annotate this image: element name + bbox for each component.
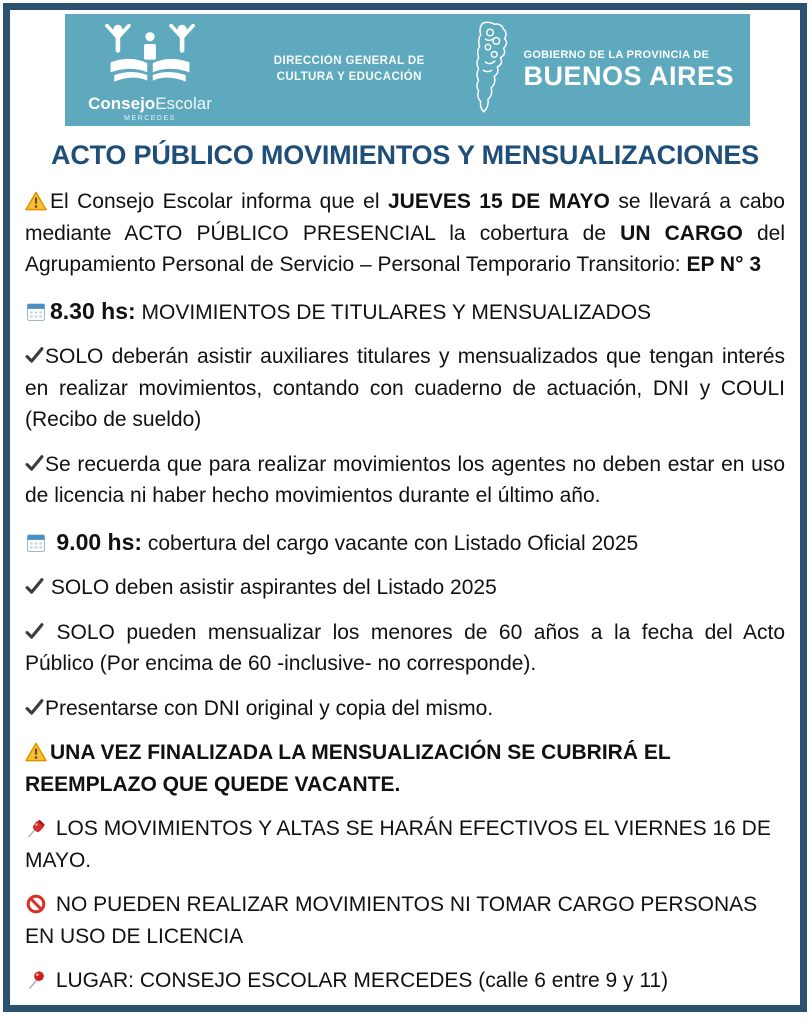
government-line1: GOBIERNO DE LA PROVINCIA DE bbox=[523, 49, 710, 62]
text-run: El Consejo Escolar informa que el bbox=[50, 190, 388, 213]
text-run: JUEVES 15 DE MAYO bbox=[387, 190, 610, 213]
text-run: UN CARGO bbox=[620, 221, 743, 245]
government-block bbox=[463, 20, 750, 121]
logo-subtitle: MERCEDES bbox=[124, 115, 176, 122]
text-run: EP N° 3 bbox=[686, 253, 761, 276]
direction-general-text bbox=[235, 54, 463, 85]
page-border-frame bbox=[3, 3, 807, 1012]
check-icon bbox=[25, 578, 44, 595]
paragraph bbox=[25, 572, 785, 604]
paragraph bbox=[25, 813, 785, 876]
buenos-aires-map-outline-icon bbox=[463, 20, 515, 121]
calendar-icon bbox=[25, 533, 47, 553]
body-content bbox=[10, 171, 800, 997]
government-text bbox=[523, 50, 734, 90]
round-pin-icon bbox=[25, 970, 47, 990]
paragraph bbox=[25, 449, 785, 512]
text-run: 9.00 hs: bbox=[50, 528, 143, 555]
paragraph bbox=[25, 525, 785, 560]
warning-icon bbox=[25, 191, 47, 211]
text-run: LUGAR: CONSEJO ESCOLAR MERCEDES (calle 6 entre 9 y 11) bbox=[50, 969, 669, 992]
consejo-escolar-logo bbox=[65, 18, 235, 122]
paragraph bbox=[25, 186, 785, 281]
text-run: SOLO deberán asistir auxiliares titulares y mensualizados que tengan interés en realizar movimientos, contando con cuaderno de actuación, DNI y COULI (Recibo de sueldo) bbox=[25, 345, 785, 431]
logo-name bbox=[88, 95, 212, 112]
paragraph bbox=[25, 617, 785, 680]
direction-line2: CULTURA Y EDUCACIÓN bbox=[276, 71, 422, 83]
text-run: SOLO deben asistir aspirantes del Listado 2025 bbox=[45, 576, 497, 599]
text-run: SOLO pueden mensualizar los menores de 60 años a la fecha del Acto Público (Por encima de 60 -inclusive- no corresponde). bbox=[25, 620, 785, 675]
consejo-escolar-logo-icon bbox=[98, 22, 202, 93]
no-entry-icon bbox=[25, 894, 47, 914]
text-run: UNA VEZ FINALIZADA LA MENSUALIZACIÓN SE CUBRIRÁ EL REEMPLAZO QUE QUEDE VACANTE. bbox=[25, 741, 671, 796]
pushpin-icon bbox=[25, 818, 47, 838]
check-icon bbox=[25, 623, 44, 640]
text-run: LOS MOVIMIENTOS Y ALTAS SE HARÁN EFECTIVOS EL VIERNES 16 DE MAYO. bbox=[25, 817, 771, 872]
text-run: 8.30 hs: bbox=[50, 297, 136, 324]
paragraph bbox=[25, 693, 785, 725]
text-run: del Agrupamiento Personal de Servicio – Personal Temporario Transitorio: bbox=[25, 221, 785, 276]
paragraph bbox=[25, 294, 785, 329]
text-run: se llevará a cabo mediante ACTO PÚBLICO PRESENCIAL la cobertura de bbox=[25, 190, 785, 245]
text-run: cobertura del cargo vacante con Listado Oficial 2025 bbox=[142, 531, 639, 555]
calendar-icon bbox=[25, 302, 47, 322]
paragraph bbox=[25, 965, 785, 997]
page-title: ACTO PÚBLICO MOVIMIENTOS Y MENSUALIZACIONES bbox=[51, 140, 759, 170]
check-icon bbox=[25, 347, 44, 364]
logo-name-light: Escolar bbox=[155, 94, 212, 113]
paragraph bbox=[25, 737, 785, 800]
text-run: MOVIMIENTOS DE TITULARES Y MENSUALIZADOS bbox=[135, 300, 652, 324]
check-icon bbox=[25, 699, 44, 716]
warning-icon bbox=[25, 742, 47, 762]
logo-name-bold: Consejo bbox=[88, 94, 156, 113]
text-run: Presentarse con DNI original y copia del mismo. bbox=[45, 696, 494, 720]
text-run: Se recuerda que para realizar movimientos los agentes no deben estar en uso de licencia ni haber hecho movimientos durante el último año. bbox=[25, 452, 785, 507]
header-band bbox=[65, 14, 750, 126]
paragraph bbox=[25, 889, 785, 952]
check-icon bbox=[25, 455, 44, 472]
paragraph bbox=[25, 341, 785, 436]
government-line2: BUENOS AIRES bbox=[523, 60, 734, 91]
text-run: NO PUEDEN REALIZAR MOVIMIENTOS NI TOMAR CARGO PERSONAS EN USO DE LICENCIA bbox=[25, 893, 758, 948]
direction-line1: DIRECCIÓN GENERAL DE bbox=[273, 55, 425, 68]
